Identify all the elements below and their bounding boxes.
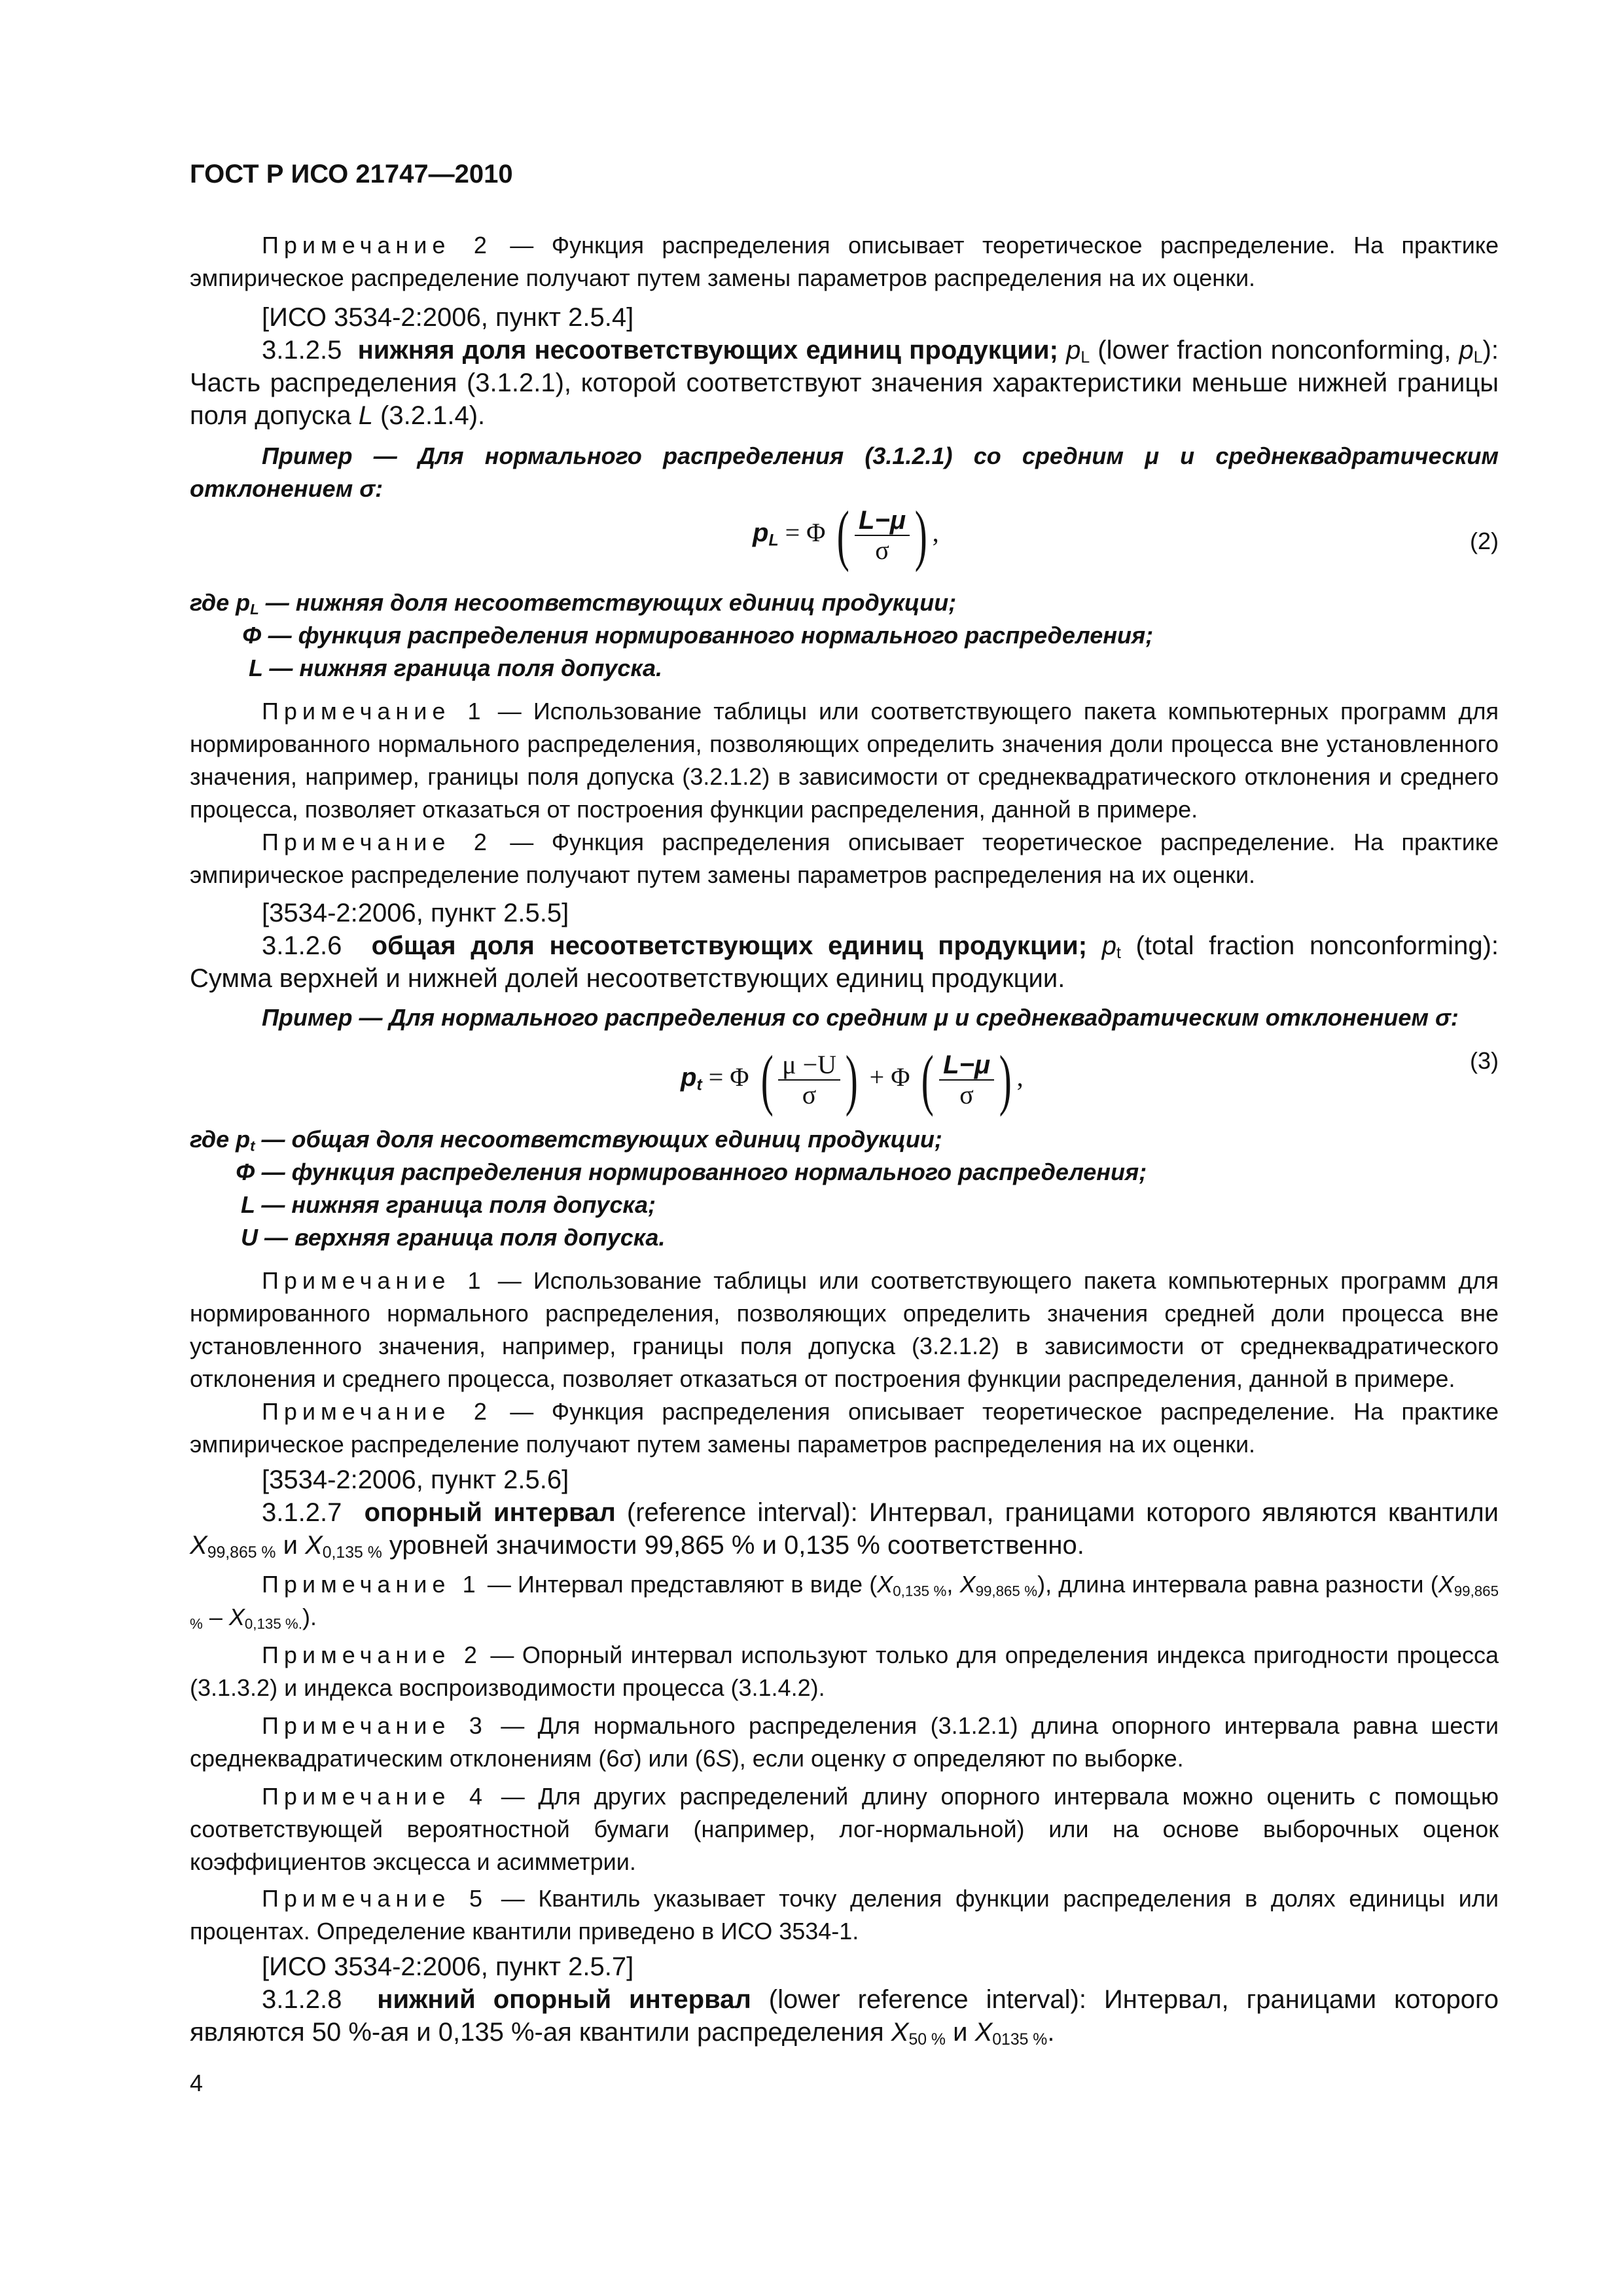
note-text: — Для нормального распределения (3.1.2.1) длина опорного интервала равна шести среднеквадратическим отклонениям (6σ) или (6 xyxy=(190,1712,1499,1772)
where-line-2: Φ — функция распределения нормированного нормального распределения; xyxy=(236,1158,1147,1185)
note-3-1-2-7-1 xyxy=(190,1568,1499,1634)
english-term: (lower fraction nonconforming, xyxy=(1090,336,1459,365)
and-text: и xyxy=(945,2018,975,2047)
quantile-1-sub: 99,865 % xyxy=(207,1544,276,1562)
symbol-L: L xyxy=(358,401,373,430)
symbol-2: p xyxy=(1459,336,1474,365)
note-3-1-2-7-2 xyxy=(190,1639,1499,1704)
clause-number: 3.1.2.5 xyxy=(262,336,342,365)
english-term: (lower reference interval): xyxy=(751,1985,1086,2014)
note-text: — Функция распределения описывает теоретическое распределение. На практике эмпирическое распределение получают путем замены параметров распределения на их оценки. xyxy=(190,232,1499,291)
reference-3 xyxy=(190,1463,1499,1496)
where-sub: t xyxy=(250,1138,255,1155)
equation-number-2: (2) xyxy=(1470,528,1499,554)
symbol-sub: L xyxy=(1080,349,1090,367)
definition-text: Интервал, границами которого являются 50 %-ая и 0,135 %-ая квантили распределения xyxy=(190,1985,1499,2047)
reference-1 xyxy=(190,301,1499,334)
note-text-2: ), если оценку σ определяют по выборке. xyxy=(731,1745,1184,1772)
note-label: Примечание 2 xyxy=(262,1398,492,1425)
formula-lhs: p xyxy=(681,1063,697,1092)
var-d-sub: 0,135 %. xyxy=(244,1615,302,1632)
where-line-4: U — верхняя граница поля допуска. xyxy=(241,1224,666,1251)
formula-tail: , xyxy=(1016,1062,1024,1092)
where-list-1 xyxy=(190,586,1499,685)
symbol: p xyxy=(1066,336,1081,365)
note-label: Примечание 2 xyxy=(262,232,492,259)
example-text: Пример — Для нормального распределения (3.1.2.1) со средним μ и среднеквадратическим отклонением σ: xyxy=(190,442,1499,502)
note-end: ). xyxy=(302,1604,317,1630)
note-1-b xyxy=(190,1265,1499,1395)
equation-number-3: (3) xyxy=(1470,1047,1499,1074)
definition-text-end: (3.2.1.4). xyxy=(372,401,486,430)
definition-end: . xyxy=(1047,2018,1055,2047)
note-label: Примечание 2 xyxy=(262,829,492,855)
example-1 xyxy=(190,440,1499,505)
formula-lhs-sub: L xyxy=(768,531,779,550)
where-label: где p xyxy=(190,1126,251,1153)
var-s: S xyxy=(715,1745,732,1772)
reference-text: [ИСО 3534-2:2006, пункт 2.5.7] xyxy=(262,1952,634,1981)
where-list-2 xyxy=(190,1123,1499,1254)
reference-text: [3534-2:2006, пункт 2.5.6] xyxy=(262,1465,569,1494)
note-3-1-2-7-4 xyxy=(190,1780,1499,1878)
english-term-end: ): xyxy=(1482,336,1499,365)
english-term: (total fraction nonconforming): xyxy=(1120,931,1499,960)
formula-phi: = Φ xyxy=(702,1062,749,1092)
english-term: (reference interval): xyxy=(615,1498,858,1527)
symbol-sub: t xyxy=(1116,944,1121,963)
note-label: Примечание 1 xyxy=(262,698,486,725)
definition-text: Часть распределения (3.1.2.1), которой соответствуют значения характеристики меньше нижней границы поля допуска xyxy=(190,368,1499,430)
definition-3-1-2-5 xyxy=(190,334,1499,432)
var-d: X xyxy=(228,1604,245,1630)
term: опорный интервал xyxy=(364,1498,616,1527)
formula-tail: , xyxy=(932,518,939,548)
var-b: X xyxy=(959,1571,976,1598)
note-3-1-2-7-3 xyxy=(190,1710,1499,1775)
definition-3-1-2-8 xyxy=(190,1983,1499,2049)
formula-numerator: L−μ xyxy=(855,506,910,536)
quantile-2: X xyxy=(305,1531,323,1560)
var-c-sub: 99,865 % xyxy=(190,1583,1499,1632)
note-text: — Интервал представляют в виде ( xyxy=(480,1571,878,1598)
formula-phi: = Φ xyxy=(778,518,826,548)
note-2-a xyxy=(190,826,1499,891)
formula-fraction xyxy=(855,506,910,565)
clause-number: 3.1.2.7 xyxy=(262,1498,342,1527)
formula-plus: + Φ xyxy=(869,1062,910,1092)
formula-2: $p_L = \Phi$ ( $\frac{L-\mu}{\sigma}$ ) , xyxy=(753,497,939,573)
note-text: — Использование таблицы или соответствующего пакета компьютерных программ для нормированного нормального распределения, позволяющих определить значения доли процесса вне установленного значения, например, границы поля допуска (3.2.1.2) в зависимости от среднеквадратического отклонения и среднего процесса, позволяет отказаться от построения функции распределения, данной в примере. xyxy=(190,698,1499,823)
note-label: Примечание 4 xyxy=(262,1783,488,1810)
note-label: Примечание 2 xyxy=(262,1641,482,1668)
formula-fraction-1 xyxy=(778,1050,840,1109)
formula-lhs: p xyxy=(753,518,769,548)
quantile-2-sub: 0135 % xyxy=(992,2031,1048,2049)
formula-numerator-2: L−μ xyxy=(939,1050,994,1081)
where-line-2: Φ — функция распределения нормированного нормального распределения; xyxy=(242,622,1154,649)
quantile-2-sub: 0,135 % xyxy=(322,1544,382,1562)
where-text: — нижняя доля несоответствующих единиц продукции; xyxy=(259,589,957,616)
note-text: — Для других распределений длину опорного интервала можно оценить с помощью соответствующей вероятностной бумаги (например, лог-нормальной) или на основе выборочных оценок коэффициентов эксцесса и асимметрии. xyxy=(190,1783,1499,1875)
definition-text: Интервал, границами которого являются квантили xyxy=(857,1498,1499,1527)
note-text: — Использование таблицы или соответствующего пакета компьютерных программ для нормированного нормального распределения, позволяющих определить значения средней доли процесса вне установленного значения, например, границы поля допуска (3.2.1.2) в зависимости от среднеквадратического отклонения и среднего процесса, позволяет отказаться от построения функции распределения, данной в примере. xyxy=(190,1267,1499,1392)
term: общая доля несоответствующих единиц продукции; xyxy=(371,931,1088,960)
note-label: Примечание 5 xyxy=(262,1885,488,1912)
formula-denominator-2: σ xyxy=(959,1080,974,1109)
quantile-1: X xyxy=(891,2018,909,2047)
note-text: — Функция распределения описывает теоретическое распределение. На практике эмпирическое распределение получают путем замены параметров распределения на их оценки. xyxy=(190,829,1499,888)
note-3-1-2-7-5 xyxy=(190,1882,1499,1948)
reference-text: [ИСО 3534-2:2006, пункт 2.5.4] xyxy=(262,303,634,332)
clause-number: 3.1.2.8 xyxy=(262,1985,342,2014)
quantile-1-sub: 50 % xyxy=(908,2031,946,2049)
and-text: и xyxy=(276,1531,306,1560)
definition-tail: уровней значимости 99,865 % и 0,135 % соответственно. xyxy=(382,1531,1084,1560)
where-sub: L xyxy=(250,601,259,618)
where-line-3: L — нижняя граница поля допуска; xyxy=(241,1191,656,1218)
example-text: Пример — Для нормального распределения со средним μ и среднеквадратическим отклонением σ: xyxy=(262,1004,1459,1031)
formula-lhs-sub: t xyxy=(696,1076,702,1094)
where-text: — общая доля несоответствующих единиц продукции; xyxy=(255,1126,942,1153)
note-mid: ), длина интервала равна разности ( xyxy=(1037,1571,1438,1598)
definition-text: Сумма верхней и нижней долей несоответствующих единиц продукции. xyxy=(190,964,1065,993)
formula-denominator-1: σ xyxy=(802,1080,817,1109)
where-line-3: L — нижняя граница поля допуска. xyxy=(249,655,663,681)
var-a-sub: 0,135 % xyxy=(893,1583,947,1600)
minus: – xyxy=(202,1604,229,1630)
page-number: 4 xyxy=(190,2070,204,2096)
note-text: — Квантиль указывает точку деления функции распределения в долях единицы или процентах. Определение квантили приведено в ИСО 3534-1. xyxy=(190,1885,1499,1945)
formula-fraction-2 xyxy=(939,1050,994,1109)
term: нижний опорный интервал xyxy=(377,1985,751,2014)
reference-text: [3534-2:2006, пункт 2.5.5] xyxy=(262,899,569,927)
var-c: X xyxy=(1438,1571,1454,1598)
note-text: — Функция распределения описывает теоретическое распределение. На практике эмпирическое распределение получают путем замены параметров распределения на их оценки. xyxy=(190,1398,1499,1458)
formula-denominator: σ xyxy=(875,535,889,565)
note-2-b xyxy=(190,1395,1499,1461)
document-header: ГОСТ Р ИСО 21747—2010 xyxy=(190,160,513,188)
definition-3-1-2-7 xyxy=(190,1496,1499,1562)
note-label: Примечание 3 xyxy=(262,1712,488,1739)
note-label: Примечание 1 xyxy=(262,1571,481,1598)
var-a: X xyxy=(877,1571,893,1598)
formula-numerator-1: μ −U xyxy=(778,1050,840,1081)
term: нижняя доля несоответствующих единиц продукции; xyxy=(357,336,1058,365)
symbol: p xyxy=(1101,931,1116,960)
quantile-2: X xyxy=(974,2018,993,2047)
clause-number: 3.1.2.6 xyxy=(262,931,342,960)
symbol-2-sub: L xyxy=(1473,349,1483,367)
reference-4 xyxy=(190,1950,1499,1983)
note-2-top xyxy=(190,229,1499,295)
comma: , xyxy=(946,1571,960,1598)
where-label: где p xyxy=(190,589,251,616)
example-2 xyxy=(190,1001,1499,1034)
quantile-1: X xyxy=(190,1531,207,1560)
formula-3: $p_t = \Phi$ ( $\frac{\mu -U}{\sigma}$ ) + Φ ( $\frac{L-\mu}{\sigma}$ ) , xyxy=(681,1042,1024,1117)
definition-3-1-2-6 xyxy=(190,929,1499,995)
var-b-sub: 99,865 % xyxy=(975,1583,1038,1600)
note-1-a xyxy=(190,695,1499,826)
reference-2 xyxy=(190,897,1499,929)
note-text: — Опорный интервал используют только для определения индекса пригодности процесса (3.1.3.2) и индекса воспроизводимости процесса (3.1.4.2). xyxy=(190,1641,1499,1701)
note-label: Примечание 1 xyxy=(262,1267,486,1294)
